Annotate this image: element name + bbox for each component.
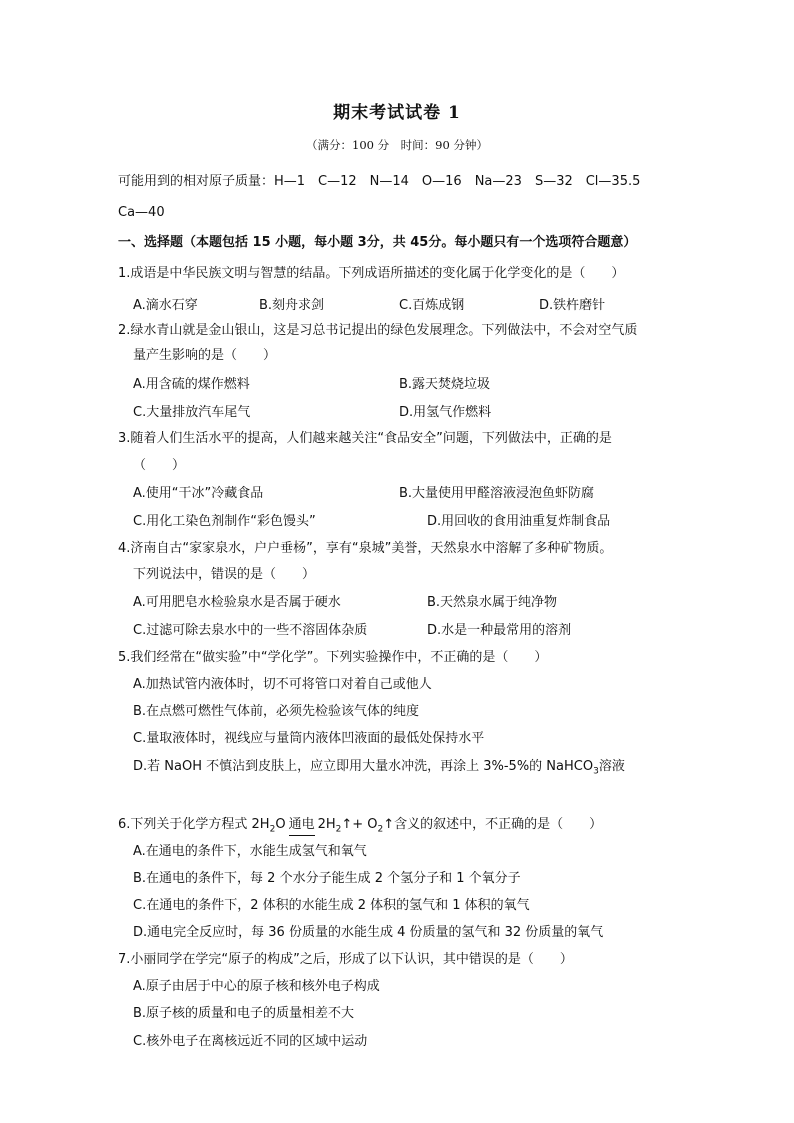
q1-option-c: C.百炼成钢 bbox=[399, 298, 465, 313]
q4-option-c: C.过滤可除去泉水中的一些不溶固体杂质 bbox=[133, 623, 368, 638]
question-6-stem bbox=[118, 816, 602, 839]
q1-option-a: A.滴水石穿 bbox=[133, 298, 198, 313]
q6-stem-pre: 6.下列关于化学方程式 2H bbox=[118, 817, 270, 832]
exam-info: （满分：100 分 时间：90 分钟） bbox=[306, 138, 488, 152]
q5-option-d-tail: 溶液 bbox=[598, 759, 625, 774]
q5-option-b: B.在点燃可燃性气体前，必须先检验该气体的纯度 bbox=[133, 704, 420, 719]
q5-option-a: A.加热试管内液体时，切不可将管口对着自己或他人 bbox=[133, 677, 432, 692]
q3-option-c: C.用化工染色剂制作“彩色馒头” bbox=[133, 514, 316, 529]
q6-option-b: B.在通电的条件下，每 2 个水分子能生成 2 个氢分子和 1 个氧分子 bbox=[133, 871, 521, 886]
q3-option-b: B.大量使用甲醛溶液浸泡鱼虾防腐 bbox=[399, 486, 595, 501]
question-4-stem-2: 下列说法中，错误的是（ ） bbox=[133, 567, 316, 582]
reaction-condition-text: 通电 bbox=[289, 816, 315, 836]
reaction-condition bbox=[286, 816, 318, 836]
q7-option-c: C.核外电子在离核远近不同的区域中运动 bbox=[133, 1034, 368, 1049]
q6-option-c: C.在通电的条件下，2 体积的水能生成 2 体积的氢气和 1 体积的氧气 bbox=[133, 898, 530, 913]
question-2-stem-1: 2.绿水青山就是金山银山，这是习总书记提出的绿色发展理念。下列做法中，不会对空气质 bbox=[118, 323, 638, 338]
q6-option-d: D.通电完全反应时，每 36 份质量的水能生成 4 份质量的氢气和 32 份质量的氧气 bbox=[133, 925, 604, 940]
atomic-mass-line-1: 可能用到的相对原子质量：H—1 C—12 N—14 O—16 Na—23 S—32 Cl—35.5 bbox=[118, 174, 641, 189]
q5-option-c: C.量取液体时，视线应与量筒内液体凹液面的最低处保持水平 bbox=[133, 731, 485, 746]
section-heading: 一、选择题（本题包括 15 小题，每小题 3分，共 45分。每小题只有一个选项符合题意） bbox=[118, 235, 637, 250]
q4-option-a: A.可用肥皂水检验泉水是否属于硬水 bbox=[133, 595, 341, 610]
q5-option-d-sub: 3 bbox=[593, 766, 599, 777]
q4-option-b: B.天然泉水属于纯净物 bbox=[427, 595, 558, 610]
q6-prod1: 2H bbox=[317, 817, 336, 832]
question-5-stem: 5.我们经常在“做实验”中“学化学”。下列实验操作中，不正确的是（ ） bbox=[118, 650, 548, 665]
q1-option-b: B.刻舟求剑 bbox=[259, 298, 325, 313]
q4-option-d: D.水是一种最常用的溶剂 bbox=[427, 623, 572, 638]
q5-option-d bbox=[133, 758, 625, 781]
q3-option-d: D.用回收的食用油重复炸制食品 bbox=[427, 514, 611, 529]
q1-option-d: D.铁杵磨针 bbox=[539, 298, 606, 313]
atomic-mass-line-2: Ca—40 bbox=[118, 205, 165, 220]
question-7-stem: 7.小丽同学在学完“原子的构成”之后，形成了以下认识，其中错误的是（ ） bbox=[118, 952, 573, 967]
q6-option-a: A.在通电的条件下，水能生成氢气和氧气 bbox=[133, 844, 367, 859]
q7-option-b: B.原子核的质量和电子的质量相差不大 bbox=[133, 1006, 355, 1021]
question-2-stem-2: 量产生影响的是（ ） bbox=[133, 348, 277, 363]
q6-prod2: ↑+ O bbox=[341, 817, 378, 832]
question-3-stem-2: （ ） bbox=[133, 458, 186, 473]
question-1-stem: 1.成语是中华民族文明与智慧的结晶。下列成语所描述的变化属于化学变化的是（ ） bbox=[118, 266, 625, 281]
q5-option-d-text: D.若 NaOH 不慎沾到皮肤上，应立即用大量水冲洗，再涂上 3%-5%的 NaHCO bbox=[133, 759, 594, 774]
q2-option-c: C.大量排放汽车尾气 bbox=[133, 405, 251, 420]
q6-stem-post: ↑含义的叙述中，不正确的是（ ） bbox=[383, 817, 603, 832]
q3-option-a: A.使用“干冰”冷藏食品 bbox=[133, 486, 264, 501]
question-4-stem-1: 4.济南自古“家家泉水，户户垂杨”，享有“泉城”美誉，天然泉水中溶解了多种矿物质。 bbox=[118, 541, 613, 556]
question-3-stem-1: 3.随着人们生活水平的提高，人们越来越关注“食品安全”问题，下列做法中，正确的是 bbox=[118, 431, 612, 446]
q2-option-a: A.用含硫的煤作燃料 bbox=[133, 377, 250, 392]
q7-option-a: A.原子由居于中心的原子核和核外电子构成 bbox=[133, 979, 380, 994]
q6-h2-sub: 2 bbox=[269, 824, 276, 835]
q6-prod2-sub: 2 bbox=[377, 824, 384, 835]
page-title: 期末考试试卷 1 bbox=[333, 103, 461, 123]
q6-o: O bbox=[275, 817, 286, 832]
q2-option-d: D.用氢气作燃料 bbox=[399, 405, 492, 420]
q2-option-b: B.露天焚烧垃圾 bbox=[399, 377, 491, 392]
q6-prod1-sub: 2 bbox=[335, 824, 342, 835]
